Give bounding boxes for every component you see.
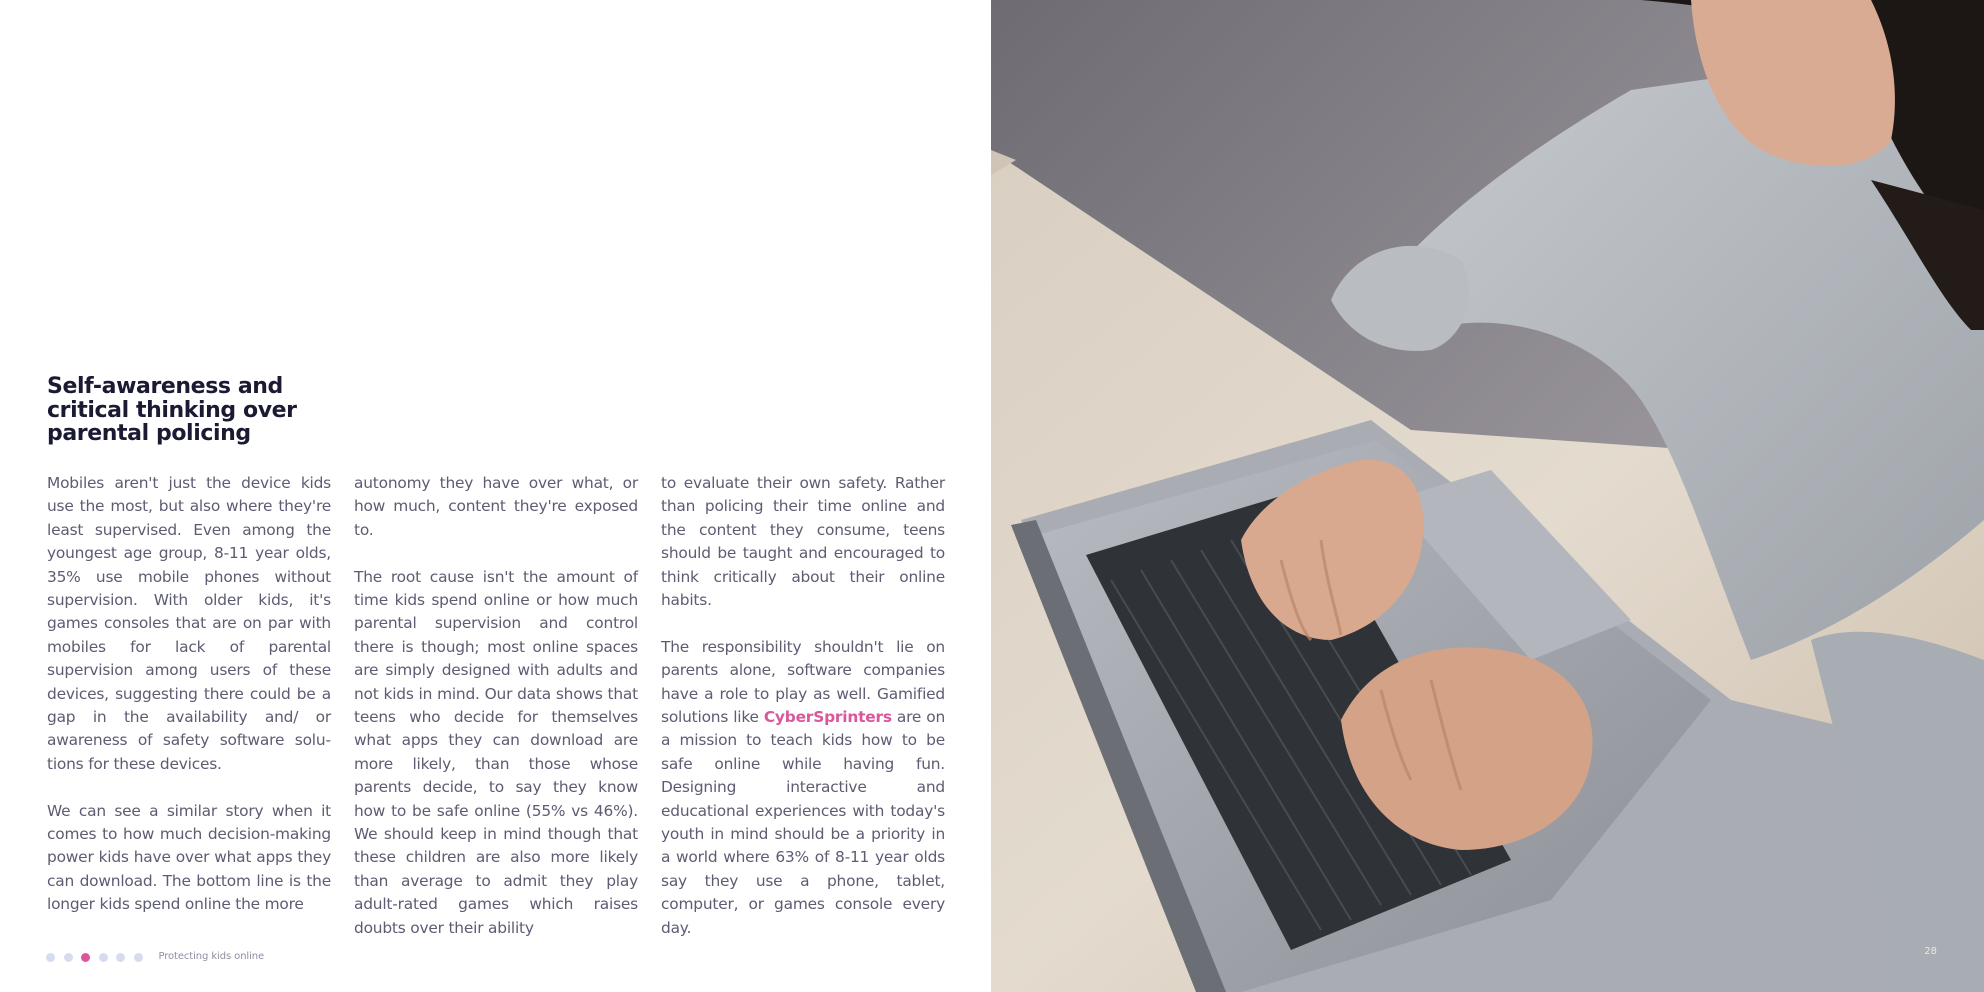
progress-dot [46, 953, 55, 962]
progress-dot [64, 953, 73, 962]
progress-dot [116, 953, 125, 962]
paragraph: Mobiles aren't just the device kids use the most, but also where they're least supervised. Even among the youngest age group, 8-11 year olds, 35% use mobile phones without supervision. With older kids, it's games consoles that are on par with mobiles for lack of parental supervision among users of these devices, suggesting there could be a gap in the availability and/ or awareness of safety software solutions for these devices. [47, 474, 331, 773]
paragraph: The root cause isn't the amount of time kids spend online or how much parental supervision and control there is though; most online spaces are simply designed with adults and not kids in mind. Our data shows that teens who decide for themselves what apps they can download are more likely, than those whose parents decide, to say they know how to be safe online (55% vs 46%). We should keep in mind though that these children are also more likely than average to admit they play adult-rated games which raises doubts over their ability [354, 567, 638, 937]
paragraph: autonomy they have over what, or how much, content they're exposed to. [354, 474, 638, 539]
progress-dot [134, 953, 143, 962]
text-column-2 [354, 472, 638, 964]
text-column-3 [661, 472, 945, 964]
paragraph [661, 636, 945, 940]
paragraph: We can see a similar story when it comes to how much decision-making power kids have over what apps they can download. The bottom line is the longer kids spend online the more [47, 801, 331, 914]
brand-name-cybersprinters: CyberSprinters [763, 708, 892, 727]
photo-child-typing-on-laptop [991, 0, 1984, 992]
article-heading: Self-awareness and critical thinking over parental policing [47, 374, 297, 446]
paragraph: to evaluate their own safety. Rather than policing their time online and the content they consume, teens should be taught and encouraged to think critically about their online habits. [661, 474, 945, 610]
page-footer [46, 947, 264, 966]
progress-dot-active [81, 953, 90, 962]
progress-dot [99, 953, 108, 962]
footer-section-label: Protecting kids online [158, 951, 265, 962]
paragraph-text: The responsibility shouldn't lie on parents alone, software companies have a role to play as well. Gamified solutions like [661, 637, 945, 727]
section-progress-dots [46, 947, 146, 966]
paragraph-text: are on a mission to teach kids how to be safe online while having fun. Designing interactive and educational experiences with today's youth in mind should be a priority in a world where 63% of 8-11 year olds say they use a phone, tablet, computer, or games console every day. [661, 708, 945, 937]
page-number: 28 [1924, 946, 1937, 957]
text-column-1 [47, 472, 331, 940]
left-page [0, 0, 991, 992]
